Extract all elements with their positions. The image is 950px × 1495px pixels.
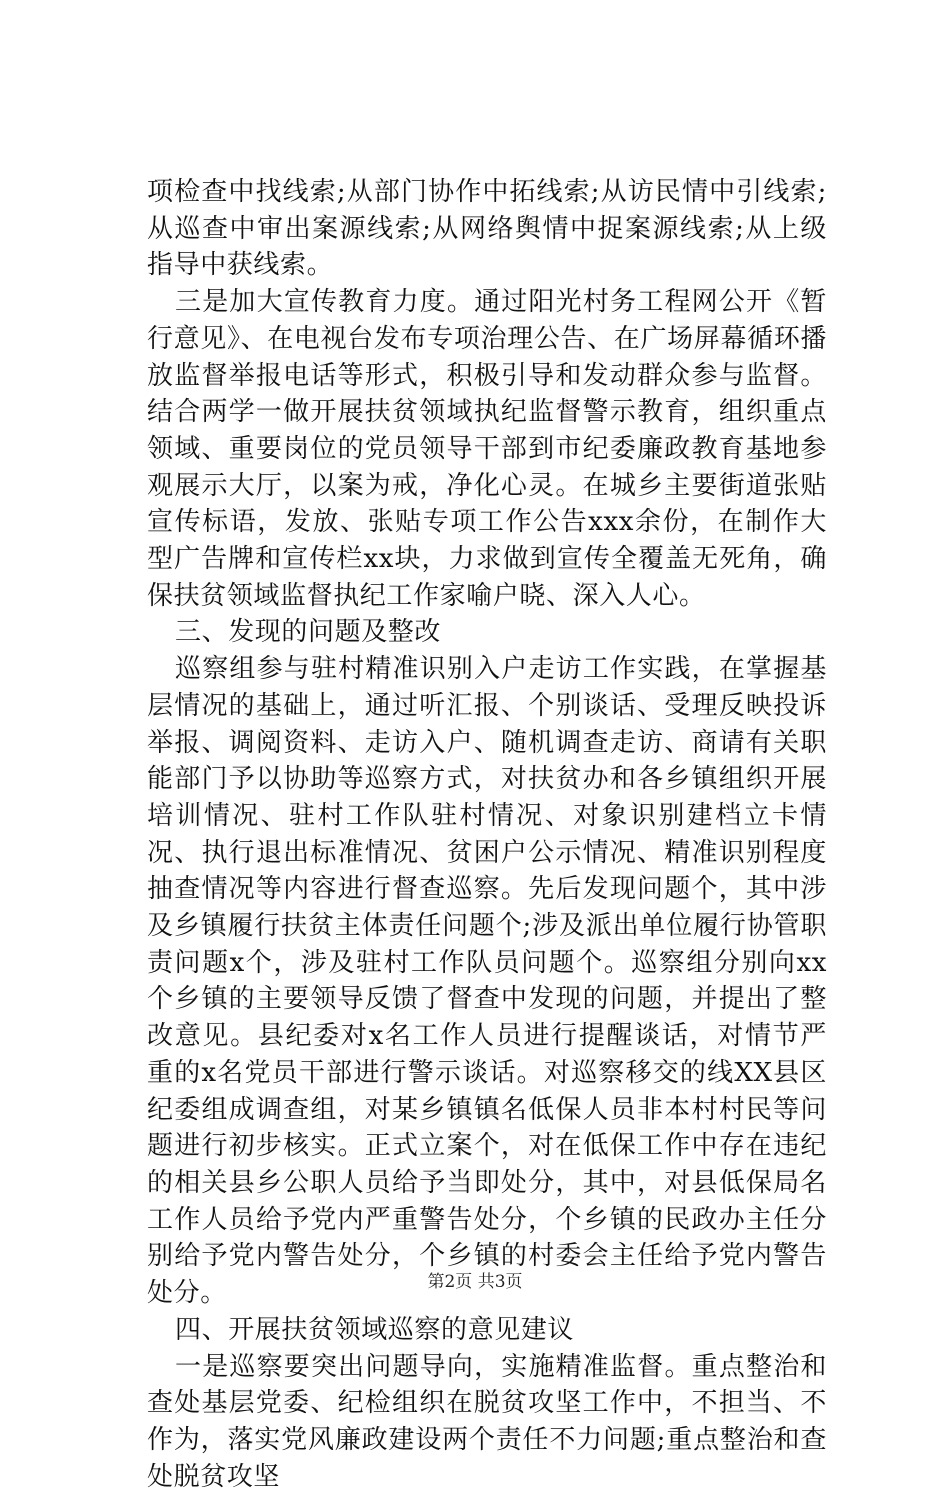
page-number-footer: 第2页 共3页 xyxy=(0,1271,950,1293)
paragraph-inspection-findings: 巡察组参与驻村精准识别入户走访工作实践，在掌握基层情况的基础上，通过听汇报、个别谈话、受理反映投诉举报、调阅资料、走访入户、随机调查走访、商请有关职能部门予以协助等巡察方式，对扶贫办和各乡镇组织开展培训情况、驻村工作队驻村情况、对象识别建档立卡情况、执行退出标准情况、贫困户公示情况、精准识别程度抽查情况等内容进行督查巡察。先后发现问题个，其中涉及乡镇履行扶贫主体责任问题个;涉及派出单位履行协管职责问题x个，涉及驻村工作队员问题个。巡察组分别向xx个乡镇的主要领导反馈了督查中发现的问题，并提出了整改意见。县纪委对x名工作人员进行提醒谈话，对情节严重的x名党员干部进行警示谈话。对巡察移交的线XX县区纪委组成调查组，对某乡镇镇名低保人员非本村村民等问题进行初步核实。正式立案个，对在低保工作中存在违纪的相关县乡公职人员给予当即处分，其中，对县低保局名工作人员给予党内严重警告处分，个乡镇的民政办主任分别给予党内警告处分，个乡镇的村委会主任给予党内警告处分。 xyxy=(147,651,827,1312)
document-body xyxy=(147,174,827,1495)
section-heading-suggestions: 四、开展扶贫领域巡察的意见建议 xyxy=(147,1312,827,1349)
paragraph-publicity-education: 三是加大宣传教育力度。通过阳光村务工程网公开《暂行意见》、在电视台发布专项治理公告、在广场屏幕循环播放监督举报电话等形式，积极引导和发动群众参与监督。结合两学一做开展扶贫领域执纪监督警示教育，组织重点领域、重要岗位的党员领导干部到市纪委廉政教育基地参观展示大厅，以案为戒，净化心灵。在城乡主要街道张贴宣传标语，发放、张贴专项工作公告xxx余份，在制作大型广告牌和宣传栏xx块，力求做到宣传全覆盖无死角，确保扶贫领域监督执纪工作家喻户晓、深入人心。 xyxy=(147,284,827,614)
paragraph-problem-orientation: 一是巡察要突出问题导向，实施精准监督。重点整治和查处基层党委、纪检组织在脱贫攻坚工作中，不担当、不作为，落实党风廉政建设两个责任不力问题;重点整治和查处脱贫攻坚 xyxy=(147,1349,827,1495)
paragraph-clue-sources: 项检查中找线索;从部门协作中拓线索;从访民情中引线索;从巡查中审出案源线索;从网络舆情中捉案源线索;从上级指导中获线索。 xyxy=(147,174,827,284)
section-heading-problems-rectification: 三、发现的问题及整改 xyxy=(147,614,827,651)
